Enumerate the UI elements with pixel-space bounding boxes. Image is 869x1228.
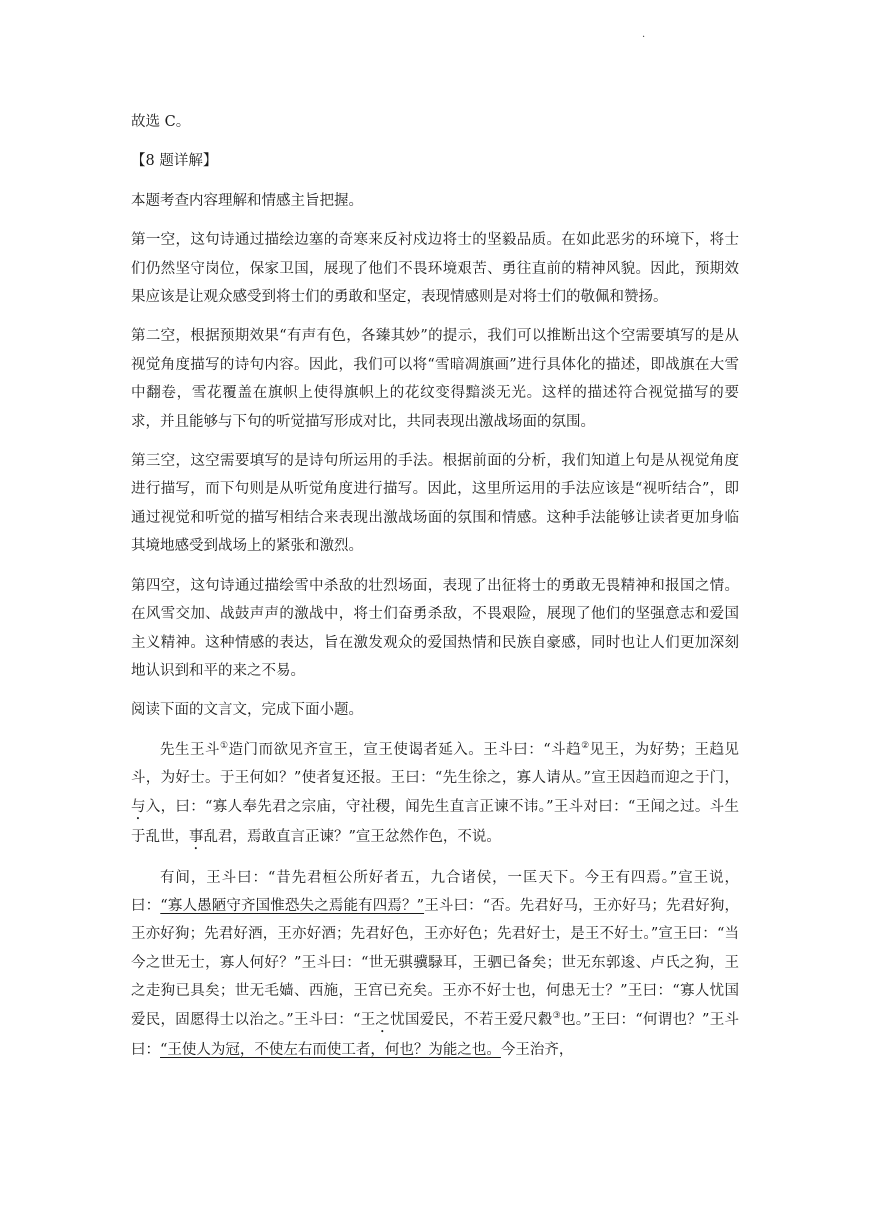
text-segment: 有间，王斗曰：“昔先君桓公所好者五，九合诸侯，一匡天下。今王有四焉。”宣王说，曰： [131,869,739,914]
text-segment: 乱君，焉敢直言正谏？”宣王忿然作色，不说。 [203,828,501,845]
explanation-para-4: 第四空，这句诗通过描绘雪中杀敌的壮烈场面，表现了出征将士的勇敢无畏精神和报国之情。在风雪交加、战鼓声声的激战中，将士们奋勇杀敌，不畏艰险，展现了他们的坚强意志和爱国主义精神。这种情感的表达，旨在激发观众的爱国热情和民族自豪感，同时也让人们更加深刻地认识到和平的来之不易。 [131,577,739,679]
text-segment: 也。”王曰：“何谓也？”王斗曰： [131,1011,740,1058]
text-segment: 今王治齐， [500,1041,574,1058]
emphasized-char: 事 [189,828,204,845]
text-segment: 忧国爱民，不若王爱尺縠 [390,1011,553,1028]
top-mark: · [642,32,646,43]
text-segment: 见王，为好势；王趋见斗，为好士。于王何如？”使者复还报。王曰：“先生徐之，寡人请从。”宣王因趋而迎之于门， [131,741,740,787]
reading-instruction: 阅读下面的文言文，完成下面小题。 [131,702,363,719]
emphasized-char: 与 [131,798,146,815]
explanation-para-1: 第一空，这句诗通过描绘边塞的奇寒来反衬戍边将士的坚毅品质。在如此恶劣的环境下，将士们仍然坚守岗位，保家卫国，展现了他们不畏环境艰苦、勇往直前的精神风貌。因此，预期效果应该是让观众感受到将士们的勇敢和坚定，表现情感则是对将士们的敬佩和赞扬。 [131,232,739,306]
passage-para-1 [131,736,739,853]
explanation-para-2: 第二空，根据预期效果“有声有色，各臻其妙”的提示，我们可以推断出这个空需要填写的是从视觉角度描写的诗句内容。因此，我们可以将“雪暗凋旗画”进行具体化的描述，即战旗在大雪中翻卷，雪花覆盖在旗帜上使得旗帜上的花纹变得黯淡无光。这样的描述符合视觉描写的要求，并且能够与下句的听觉描写形成对比，共同表现出激战场面的氛围。 [131,328,739,430]
underlined-sentence: “王使人为冠，不使左右而使工者，何也？为能之也。 [160,1041,501,1058]
intro-line: 本题考查内容理解和情感主旨把握。 [131,192,363,209]
emphasized-char: 之 [375,1011,391,1028]
page-content [131,108,739,1064]
text-segment: 入，曰：“寡人奉先君之宗庙，守社稷，闻先生直言正谏不讳。”王斗对曰：“王闻之过。斗生于乱世， [131,798,739,845]
underlined-sentence: “寡人愚陋守齐国惟恐失之焉能有四焉？” [160,897,425,914]
passage-para-2 [131,864,739,1064]
section-heading: 【8 题详解】 [131,153,218,170]
footnote-mark: ① [219,740,229,751]
answer-line: 故选 C。 [131,114,191,130]
text-segment: 造门而欲见齐宣王，宣王使谒者延入。王斗曰：“斗趋 [228,741,582,758]
text-segment: 先生王斗 [160,741,220,758]
explanation-para-3: 第三空，这空需要填写的是诗句所运用的手法。根据前面的分析，我们知道上句是从视觉角度进行描写，而下句则是从听觉角度进行描写。因此，这里所运用的手法应该是“视听结合”，即通过视觉和听觉的描写相结合来表现出激战场面的氛围和情感。这种手法能够让读者更加身临其境地感受到战场上的紧张和激烈。 [131,453,739,555]
footnote-mark: ③ [552,1010,562,1021]
text-segment: 王斗曰：“否。先君好马，王亦好马；先君好狗，王亦好狗；先君好酒，王亦好酒；先君好色，王亦好色；先君好士，是王不好士。”宣王曰：“当今之世无士，寡人何好？”王斗曰：“世无骐骥騄耳，王驷已备矣；世无东郭逡、卢氏之狗，王之走狗已具矣；世无毛嫱、西施，王宫已充矣。王亦不好士也，何患无士？”王曰：“寡人忧国爱民，固愿得士以治之。”王斗曰：“王 [131,897,740,1028]
footnote-mark: ② [581,740,590,751]
